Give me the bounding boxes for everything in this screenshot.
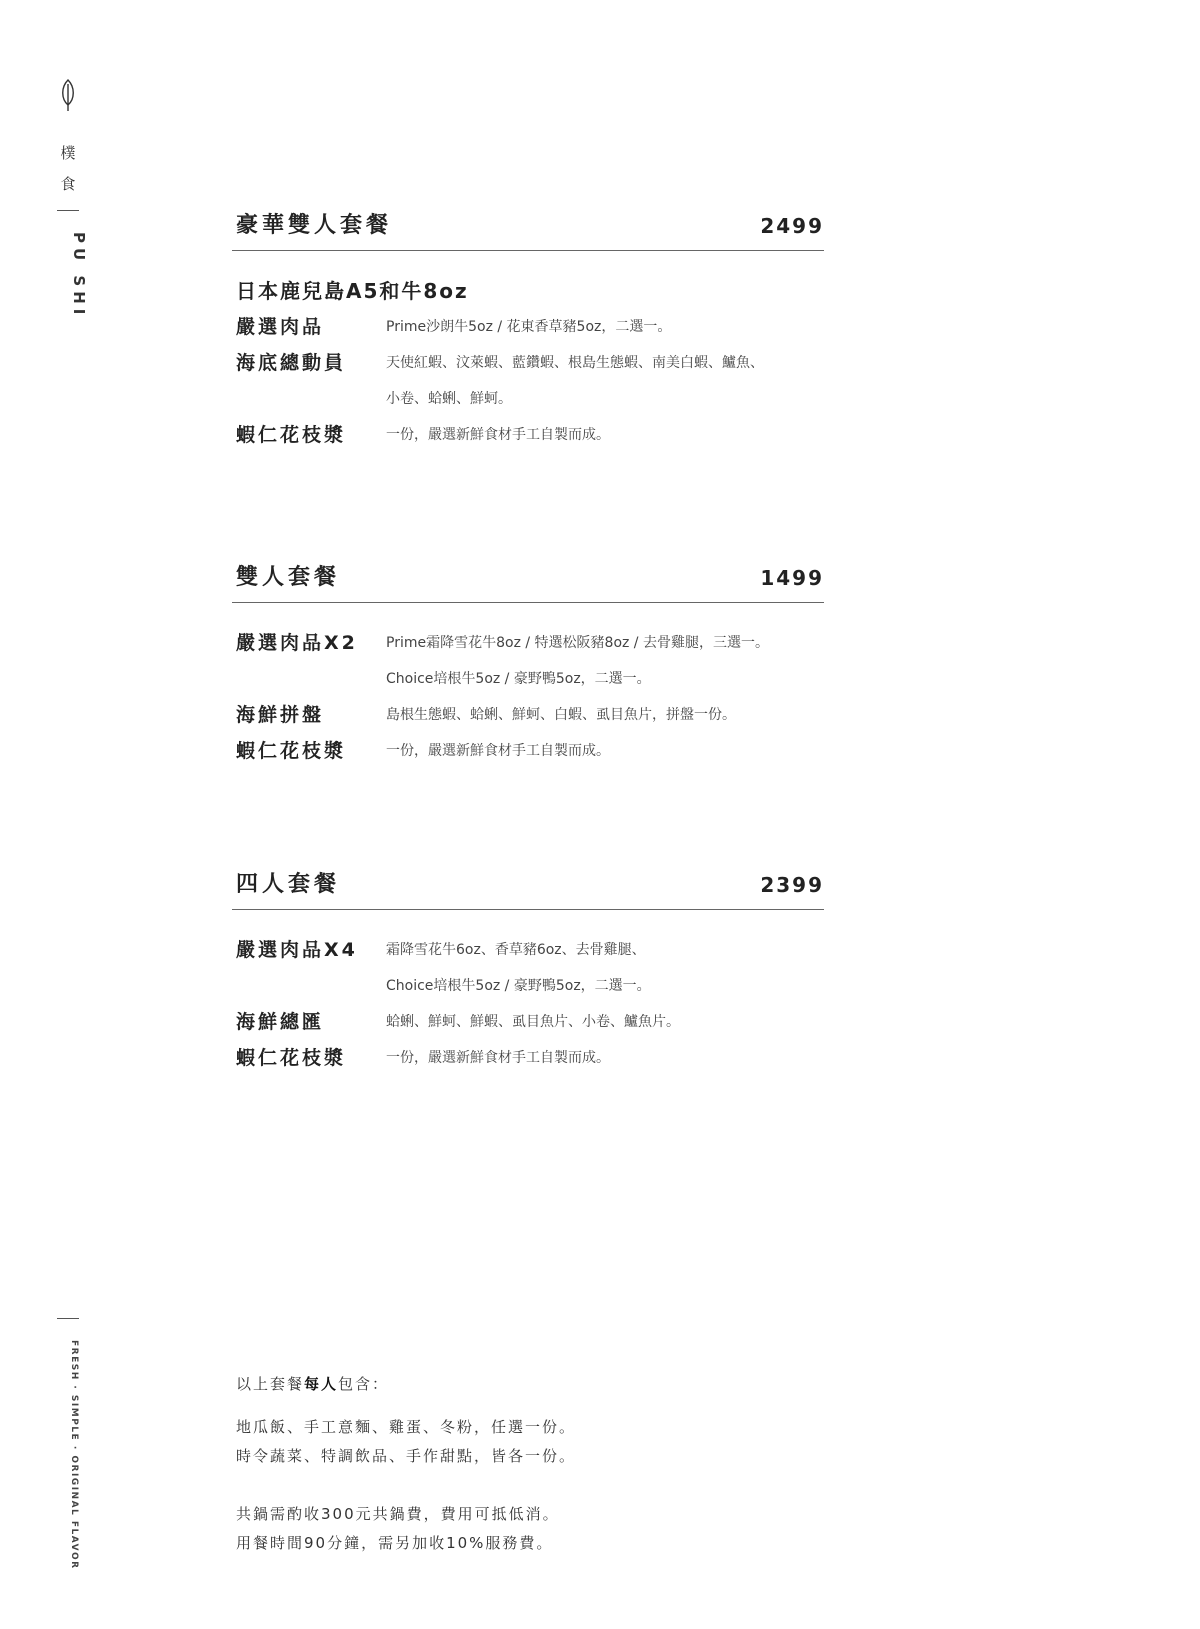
row-label: 嚴選肉品X2	[236, 632, 358, 654]
menu-row	[232, 1040, 824, 1076]
section-header	[232, 558, 824, 602]
row-label: 嚴選肉品	[236, 316, 325, 338]
row-description	[386, 697, 736, 733]
menu-section-couple	[232, 558, 824, 769]
menu-row	[232, 697, 824, 733]
menu-section-deluxe-couple	[232, 206, 824, 453]
description-line: 小卷、蛤蜊、鮮蚵。	[386, 391, 512, 407]
section-divider	[232, 250, 824, 251]
description-line: 島根生態蝦、蛤蜊、鮮蚵、白蝦、虱目魚片，拼盤一份。	[386, 707, 736, 723]
row-label: 蝦仁花枝漿	[236, 740, 347, 762]
menu-row	[232, 1004, 824, 1040]
menu-row	[232, 309, 824, 345]
row-label: 蝦仁花枝漿	[236, 1047, 347, 1069]
notes-line: 時令蔬菜、特調飲品、手作甜點，皆各一份。	[236, 1447, 577, 1465]
row-description	[386, 932, 651, 1004]
menu-row	[232, 932, 824, 1004]
section-price: 1499	[760, 566, 824, 590]
menu-row	[232, 345, 824, 417]
notes-intro-suffix: 包含：	[338, 1375, 390, 1393]
row-label: 蝦仁花枝漿	[236, 424, 347, 446]
section-divider	[232, 602, 824, 603]
description-line: 霜降雪花牛6oz、香草豬6oz、去骨雞腿、	[386, 942, 646, 958]
featured-item: 日本鹿兒島A5和牛8oz	[236, 279, 469, 303]
row-description	[386, 625, 769, 697]
brand-char-1: 樸	[60, 144, 76, 162]
description-line: 一份，嚴選新鮮食材手工自製而成。	[386, 427, 610, 443]
notes-line: 共鍋需酌收300元共鍋費，費用可抵低消。	[236, 1505, 560, 1523]
brand-english-name: PU SHI	[70, 232, 88, 320]
brand-char-2: 食	[60, 175, 76, 193]
notes-intro-emphasis: 每人	[304, 1375, 339, 1393]
description-line: Prime沙朗牛5oz / 花東香草豬5oz，二選一。	[386, 319, 672, 335]
section-header	[232, 865, 824, 909]
leaf-logo-icon	[58, 78, 78, 112]
menu-row	[232, 733, 824, 769]
notes-intro	[236, 1370, 576, 1399]
row-description	[386, 309, 671, 345]
row-label: 海底總動員	[236, 352, 347, 374]
description-line: Choice培根牛5oz / 豪野鴨5oz，二選一。	[386, 978, 651, 994]
description-line: 一份，嚴選新鮮食材手工自製而成。	[386, 1050, 610, 1066]
description-line: Choice培根牛5oz / 豪野鴨5oz，二選一。	[386, 671, 651, 687]
section-price: 2399	[760, 873, 824, 897]
menu-row	[232, 417, 824, 453]
section-divider	[232, 909, 824, 910]
row-description	[386, 1040, 610, 1076]
row-label: 海鮮總匯	[236, 1011, 325, 1033]
section-header	[232, 206, 824, 250]
brand-divider	[57, 210, 79, 211]
row-label: 嚴選肉品X4	[236, 939, 358, 961]
notes-line: 地瓜飯、手工意麵、雞蛋、冬粉，任選一份。	[236, 1418, 577, 1436]
row-description	[386, 345, 764, 417]
row-description	[386, 1004, 680, 1040]
row-description	[386, 417, 610, 453]
description-line: 天使紅蝦、汶萊蝦、藍鑽蝦、根島生態蝦、南美白蝦、鱸魚、	[386, 355, 764, 371]
menu-section-four-person	[232, 865, 824, 1076]
notes-intro-prefix: 以上套餐	[236, 1375, 305, 1393]
row-description	[386, 733, 610, 769]
description-line: 一份，嚴選新鮮食材手工自製而成。	[386, 743, 610, 759]
notes-line: 用餐時間90分鐘，需另加收10%服務費。	[236, 1534, 554, 1552]
row-label: 海鮮拼盤	[236, 704, 325, 726]
tagline-divider	[57, 1318, 79, 1319]
section-price: 2499	[760, 214, 824, 238]
section-title: 四人套餐	[236, 872, 341, 897]
section-title: 豪華雙人套餐	[236, 213, 393, 238]
description-line: 蛤蜊、鮮蚵、鮮蝦、虱目魚片、小卷、鱸魚片。	[386, 1014, 680, 1030]
description-line: Prime霜降雪花牛8oz / 特選松阪豬8oz / 去骨雞腿，三選一。	[386, 635, 769, 651]
brand-chinese-name	[60, 138, 76, 200]
set-notes	[236, 1370, 576, 1558]
menu-row	[232, 625, 824, 697]
section-title: 雙人套餐	[236, 565, 341, 590]
brand-tagline: FRESH · SIMPLE · ORIGINAL FLAVOR	[69, 1340, 79, 1570]
